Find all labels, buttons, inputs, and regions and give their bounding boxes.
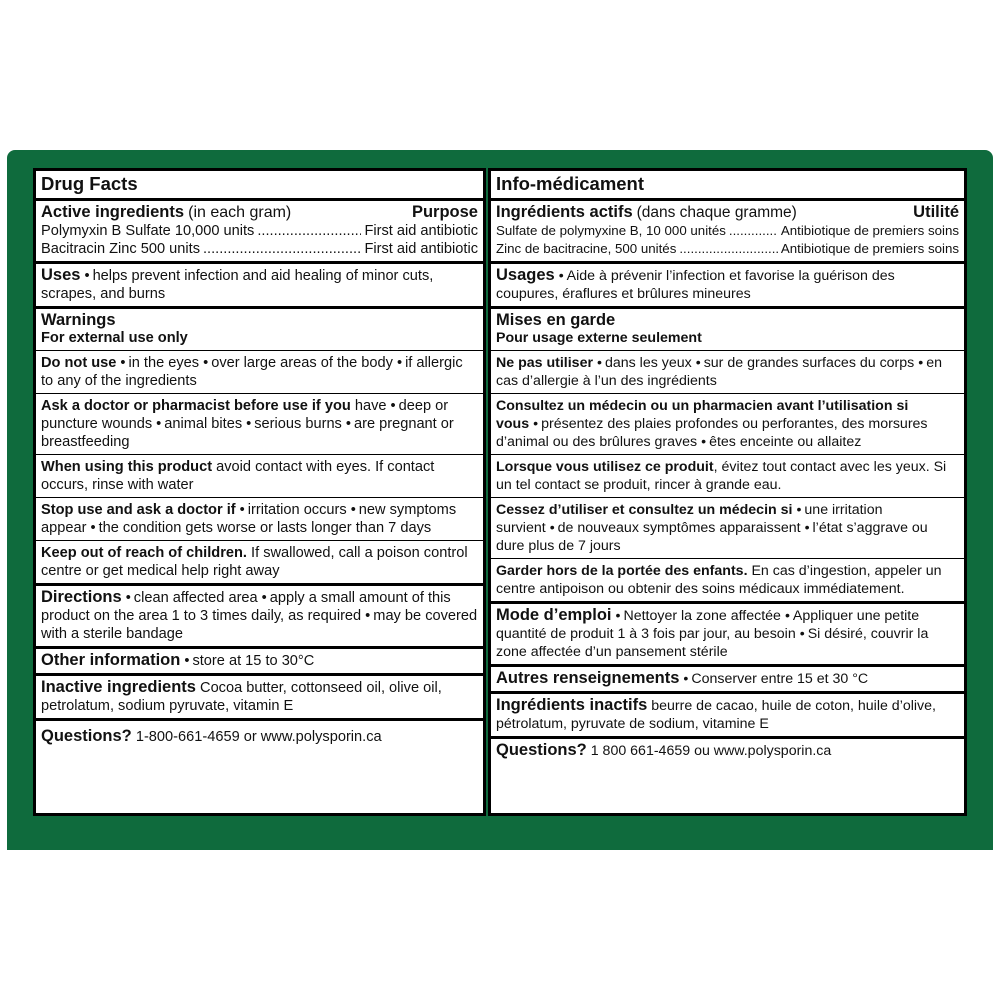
usages-section: Usages• Aide à prévenir l’infection et favorise la guérison des coupures, éraflures et brûlures mineures [491, 264, 964, 306]
lorsque-vous-utilisez: Lorsque vous utilisez ce produit, évitez tout contact avec les yeux. Si un tel contact se produit, rincer à grande eau. [496, 459, 947, 493]
questions-section: Questions? 1-800-661-4659 or www.polysporin.ca [36, 721, 483, 813]
info-medicament-title: Info-médicament [491, 171, 964, 198]
questions-contact-fr: 1 800 661-4659 ou www.polysporin.ca [590, 743, 832, 759]
active-ingredients-heading: Active ingredients [41, 203, 185, 221]
utilite-heading: Utilité [913, 203, 959, 221]
drug-facts-panel-en [33, 168, 486, 816]
warnings-subheading: For external use only [41, 330, 188, 346]
ingredient-row: Bacitracin Zinc 500 units ..... First aid antibiotic [41, 240, 478, 258]
drug-facts-panel-fr [488, 168, 967, 816]
drug-facts-title: Drug Facts [36, 171, 483, 198]
directions-section: Directions• clean affected area• apply a small amount of this product on the area 1 to 3 times daily, as required• may be covered with a sterile bandage [36, 586, 483, 646]
inactive-ingredients-section: Inactive ingredients Cocoa butter, cottonseed oil, olive oil, petrolatum, sodium pyruvate, vitamin E [36, 676, 483, 718]
uses-section: Uses• helps prevent infection and aid healing of minor cuts, scrapes, and burns [36, 264, 483, 306]
other-information-section: Other information• store at 15 to 30°C [36, 649, 483, 673]
ingredients-inactifs-section: Ingrédients inactifs beurre de cacao, huile de coton, huile d’olive, pétrolatum, pyruvate de sodium, vitamine E [491, 694, 964, 736]
ingredient-row: Polymyxin B Sulfate 10,000 units ..... First aid antibiotic [41, 222, 478, 240]
ne-pas-utiliser: Ne pas utiliser• dans les yeux• sur de grandes surfaces du corps• en cas d’allergie à l’un des ingrédients [496, 354, 959, 390]
keep-out-of-reach: Keep out of reach of children. If swallowed, call a poison control centre or get medical help right away [41, 545, 468, 579]
questions-section-fr: Questions? 1 800 661-4659 ou www.polysporin.ca [491, 739, 964, 813]
when-using: When using this product avoid contact with eyes. If contact occurs, rinse with water [41, 459, 435, 493]
consultez-medecin: Consultez un médecin ou un pharmacien avant l’utilisation si vous• présentez des plaies profondes ou perforantes, des morsures d’animal ou des brûlures graves• êtes enceinte ou allaitez [496, 397, 959, 451]
purpose-heading: Purpose [411, 203, 478, 221]
mode-emploi-section: Mode d’emploi• Nettoyer la zone affectée• Appliquer une petite quantité de produit 1 à 3 fois par jour, au besoin• Si désiré, couvrir la zone affectée d’un pansement stérile [491, 604, 964, 664]
active-ingredients-section: Active ingredients (in each gram) Purpose Polymyxin B Sulfate 10,000 units ..... First aid antibiotic Bacitracin Zinc 500 units ..... First aid antibiotic [36, 201, 483, 261]
ingredient-row: Sulfate de polymyxine B, 10 000 unités ..... Antibiotique de premiers soins [496, 222, 959, 240]
ingredient-row: Zinc de bacitracine, 500 unités ..... Antibiotique de premiers soins [496, 240, 959, 258]
mises-en-garde-section: Mises en garde Pour usage externe seulement Ne pas utiliser• dans les yeux• sur de grandes surfaces du corps• en cas d’allergie à l’un des ingrédients Consultez un médecin ou un pharmacien avant l’utilisation si vous• présentez des plaies profondes ou perforantes, des morsures d’animal ou des brûlures graves• êtes enceinte ou allaitez Lorsque vous utilisez ce produit, évitez tout contact avec les yeux. Si un tel contact se produit, rincer à grande eau. Cessez d’utiliser et consultez un médecin si• une irritation survient• de nouveaux symptômes apparaissent• l’état s’aggrave ou dure plus de 7 jours Garder hors de la portée des enfants. En cas d’ingestion, appeler un centre antipoison ou obtenir des soins médicaux immédiatement. [491, 309, 964, 601]
questions-contact: 1-800-661-4659 or www.polysporin.ca [135, 729, 382, 745]
warnings-section: Warnings For external use only Do not use• in the eyes• over large areas of the body• if allergic to any of the ingredients Ask a doctor or pharmacist before use if you have• deep or puncture wounds• animal bites• serious burns• are pregnant or breastfeeding When using this product avoid contact with eyes. If contact occurs, rinse with water Stop use and ask a doctor if• irritation occurs• new symptoms appear• the condition gets worse or lasts longer than 7 days Keep out of reach of children. If swallowed, call a poison control centre or get medical help right away [36, 309, 483, 583]
garder-hors-portee: Garder hors de la portée des enfants. En cas d’ingestion, appeler un centre antipoison ou obtenir des soins médicaux immédiatement. [496, 563, 942, 597]
do-not-use: Do not use• in the eyes• over large areas of the body• if allergic to any of the ingredients [41, 354, 478, 390]
cessez-utiliser: Cessez d’utiliser et consultez un médecin si• une irritation survient• de nouveaux symptômes apparaissent• l’état s’aggrave ou dure plus de 7 jours [496, 501, 959, 555]
stop-use: Stop use and ask a doctor if• irritation occurs• new symptoms appear• the condition gets worse or lasts longer than 7 days [41, 501, 478, 537]
ingredients-actifs-section: Ingrédients actifs (dans chaque gramme) Utilité Sulfate de polymyxine B, 10 000 unités ..... Antibiotique de premiers soins Zinc de bacitracine, 500 unités ..... Antibiotique de premiers soins [491, 201, 964, 261]
ask-doctor: Ask a doctor or pharmacist before use if you have• deep or puncture wounds• animal bites• serious burns• are pregnant or breastfeeding [41, 397, 478, 451]
autres-renseignements-section: Autres renseignements• Conserver entre 15 et 30 °C [491, 667, 964, 691]
